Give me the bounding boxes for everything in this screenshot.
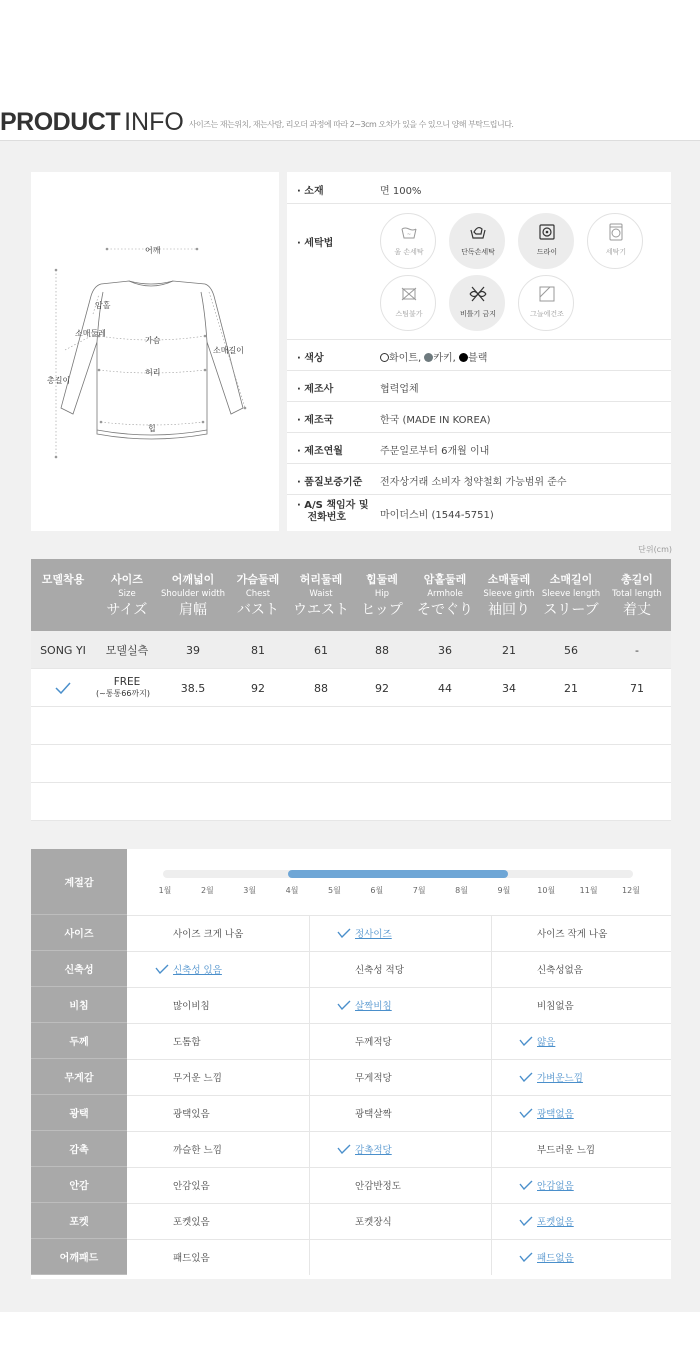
check-icon (337, 1000, 351, 1010)
size-col-ko: 어깨넓이 (171, 573, 215, 586)
row-divider (127, 1023, 671, 1024)
wash-dry (518, 213, 574, 269)
feel-option-selected: 얇음 (537, 1037, 556, 1048)
unit-label: 단위(cm) (638, 545, 672, 554)
size-col-jp: 肩幅 (179, 602, 207, 618)
check-icon (337, 928, 351, 938)
season-month: 3월 (243, 886, 257, 895)
product-info-table (287, 172, 671, 531)
size-cell: 모델실측 (105, 644, 149, 657)
size-col-jp: スリーブ (543, 602, 599, 618)
size-table (31, 559, 671, 821)
check-icon (519, 1180, 533, 1190)
feel-option (337, 987, 392, 1023)
wash-machine (587, 213, 643, 269)
swatch-white (380, 353, 389, 362)
material-value: 면 100% (380, 186, 422, 197)
quality-label: 품질보증기준 (304, 477, 363, 488)
label-chest: 가슴 (145, 336, 161, 345)
size-col-header (31, 571, 95, 589)
size-col-ko: 힙둘레 (366, 573, 398, 586)
wash-shade-dry (518, 275, 574, 331)
feel-option (519, 1203, 574, 1239)
info-row-country: · 제조국 한국 (MADE IN KOREA) (287, 402, 671, 433)
size-col-ko: 모델착용 (41, 573, 85, 586)
size-col-ko: 사이즈 (111, 573, 143, 586)
feel-option-selected: 정사이즈 (355, 929, 392, 940)
size-cell: 21 (502, 643, 516, 657)
col-divider (491, 915, 492, 1275)
check-icon (55, 682, 71, 694)
feel-option: 포켓있음 (173, 1217, 210, 1228)
size-cell (87, 669, 167, 707)
info-row-date: · 제조연월 주문일로부터 6개월 이내 (287, 433, 671, 464)
size-cell: 71 (630, 681, 644, 695)
color-label: 색상 (304, 353, 324, 364)
color-value: 화이트, 카키, 블랙 (380, 349, 487, 364)
info-row-material: · 소재 면 100% (287, 172, 671, 204)
feel-option: 광택있음 (173, 1109, 210, 1120)
size-col-header (227, 571, 289, 619)
manufacturer-label: 제조사 (304, 384, 334, 395)
feel-option: 신축성 적당 (355, 965, 404, 976)
wash-no-wring (449, 275, 505, 331)
size-cell: 34 (502, 681, 516, 695)
season-month: 2월 (200, 886, 214, 895)
season-bar (288, 870, 508, 878)
info-row-color: · 색상 화이트, 카키, 블랙 (287, 340, 671, 371)
size-col-jp: そでぐり (417, 602, 473, 618)
washing-label: 세탁법 (304, 238, 334, 249)
info-row-as: · A/S 책임자 및 전화번호 마이더스비 (1544-5751) (297, 500, 494, 523)
swatch-khaki (424, 353, 433, 362)
wash-label-6: 그늘에건조 (530, 310, 564, 318)
wash-label-0: 울 손세탁 (394, 248, 424, 256)
label-sleeve-length: 소매길이 (213, 346, 244, 355)
size-col-header (479, 571, 539, 619)
size-col-jp: ウエスト (293, 602, 349, 618)
feel-option: 많이비침 (173, 1001, 210, 1012)
size-col-ko: 소매둘레 (487, 573, 531, 586)
feel-option (155, 951, 222, 987)
size-col-en: Sleeve length (541, 589, 601, 599)
size-col-en: Shoulder width (161, 589, 225, 599)
free-size: FREE (113, 676, 141, 688)
size-cell: 39 (186, 643, 200, 657)
size-col-en: Size (118, 589, 136, 599)
feel-option: 부드러운 느낌 (537, 1145, 596, 1156)
date-value: 주문일로부터 6개월 이내 (380, 446, 490, 457)
feel-option (519, 1167, 574, 1203)
size-col-header (289, 571, 353, 619)
size-cell: 61 (314, 643, 328, 657)
size-col-jp: サイズ (106, 602, 148, 618)
country-label: 제조국 (304, 415, 334, 426)
feel-label: 신축성 (31, 951, 127, 987)
size-col-header (95, 571, 159, 619)
table-row (31, 745, 671, 783)
no-wring-icon (469, 285, 487, 303)
feel-option (519, 1023, 555, 1059)
feel-label: 사이즈 (31, 915, 127, 951)
size-cell: 21 (564, 681, 578, 695)
feel-option-selected: 살짝비침 (355, 1001, 392, 1012)
country-value: 한국 (MADE IN KOREA) (380, 415, 491, 426)
table-row (31, 707, 671, 745)
size-col-ko: 소매길이 (549, 573, 593, 586)
wash-label-4: 스팀불가 (395, 310, 423, 318)
size-table-header (31, 559, 671, 631)
size-cell: 36 (438, 643, 452, 657)
table-row (31, 783, 671, 821)
check-icon (519, 1072, 533, 1082)
no-steam-icon (400, 285, 418, 303)
size-cell: 38.5 (180, 681, 206, 695)
free-size-note: (~통통66까지) (95, 689, 151, 698)
feel-label-season: 계절감 (31, 849, 127, 915)
table-row (31, 631, 671, 669)
wash-label-2: 드라이 (536, 248, 558, 256)
as-value: 마이더스비 (1544-5751) (380, 510, 494, 521)
feel-label: 안감 (31, 1167, 127, 1203)
check-icon (519, 1252, 533, 1262)
hand-wash-icon (400, 223, 418, 241)
wash-hand-single (449, 213, 505, 269)
size-col-en: Sleeve girth (483, 589, 535, 599)
size-cell: 88 (314, 681, 328, 695)
feel-option (519, 1239, 574, 1275)
label-sleeve-girth: 소매둘레 (75, 329, 106, 338)
size-col-en: Hip (374, 589, 390, 599)
size-cell: 92 (251, 681, 265, 695)
svg-text:~: ~ (406, 232, 412, 238)
feel-label: 어깨패드 (31, 1239, 127, 1275)
season-month: 5월 (328, 886, 341, 895)
feel-option: 포켓장식 (355, 1217, 392, 1228)
garment-illustration (31, 172, 279, 531)
size-cell: 81 (251, 643, 265, 657)
feel-option: 비침없음 (537, 1001, 574, 1012)
feel-option: 사이즈 작게 나옴 (537, 929, 608, 940)
color-white: 화이트 (389, 353, 418, 364)
check-icon (155, 964, 169, 974)
color-khaki: 카키 (433, 353, 453, 364)
feel-option (337, 1131, 392, 1167)
feel-option: 무게적당 (355, 1073, 392, 1084)
size-col-ko: 가슴둘레 (236, 573, 280, 586)
info-row-washing: · 세탁법 ~ 울 손세탁 단독손세탁 드라이 세탁기 스팀불가 비틀기 금지 그늘에건조 (287, 204, 671, 340)
wash-label-3: 세탁기 (605, 248, 627, 256)
season-month: 4월 (285, 886, 299, 895)
feel-option-selected: 패드없음 (537, 1253, 574, 1264)
size-cell: 44 (438, 681, 452, 695)
season-month: 10월 (537, 886, 556, 895)
info-row-manufacturer: · 제조사 협력업체 (287, 371, 671, 402)
season-month: 8월 (455, 886, 468, 895)
header-title-bold: PRODUCT (0, 108, 121, 136)
size-col-jp: バスト (237, 602, 279, 618)
feel-label: 포켓 (31, 1203, 127, 1239)
date-label: 제조연월 (304, 446, 343, 457)
col-divider (309, 915, 310, 1275)
size-col-jp: 袖回り (488, 602, 530, 618)
dry-clean-icon (538, 223, 556, 241)
season-month: 7월 (412, 886, 426, 895)
header-title-light: INFO (124, 108, 184, 136)
feel-label: 광택 (31, 1095, 127, 1131)
size-cell: 88 (375, 643, 389, 657)
table-row (31, 669, 671, 707)
manufacturer-value: 협력업체 (380, 384, 419, 395)
size-col-jp: ヒップ (361, 602, 403, 618)
label-waist: 허리 (145, 368, 161, 377)
feel-option (519, 1095, 574, 1131)
feel-option: 패드있음 (173, 1253, 210, 1264)
feel-option (337, 915, 392, 951)
feel-option (519, 1059, 583, 1095)
size-col-header (411, 571, 479, 619)
season-month: 11월 (579, 886, 598, 895)
season-month: 9월 (497, 886, 511, 895)
season-month: 1월 (158, 886, 172, 895)
feel-option: 무거운 느낌 (173, 1073, 222, 1084)
feel-option: 사이즈 크게 나옴 (173, 929, 244, 940)
feel-label: 감촉 (31, 1131, 127, 1167)
washing-machine-icon (607, 223, 625, 241)
size-cell: - (635, 643, 639, 657)
label-hip: 힙 (148, 424, 156, 433)
hand-wash-only-icon (469, 223, 487, 241)
size-col-ko: 허리둘레 (299, 573, 343, 586)
as-label-2: 전화번호 (307, 512, 347, 523)
label-shoulder: 어깨 (145, 246, 161, 255)
wash-hand-wool (380, 213, 436, 269)
size-col-header (159, 571, 227, 619)
size-col-jp: 着丈 (623, 602, 651, 618)
as-label-1: A/S 책임자 및 (304, 500, 369, 511)
feel-option-selected: 감촉적당 (355, 1145, 392, 1156)
label-total-length: 총길이 (47, 376, 71, 385)
info-row-quality: · 품질보증기준 전자상거래 소비자 청약철회 가능범위 준수 (287, 464, 671, 495)
feel-option-selected: 안감없음 (537, 1181, 574, 1192)
size-col-en: Total length (612, 589, 662, 599)
feel-option: 까슬한 느낌 (173, 1145, 222, 1156)
feel-option: 신축성없음 (537, 965, 583, 976)
feel-option: 광택살짝 (355, 1109, 392, 1120)
feel-table (31, 849, 671, 1279)
size-col-ko: 총길이 (621, 573, 653, 586)
shade-dry-icon (538, 285, 556, 303)
size-col-header (353, 571, 411, 619)
season-month: 6월 (370, 886, 384, 895)
size-col-header (539, 571, 603, 619)
quality-value: 전자상거래 소비자 청약철회 가능범위 준수 (380, 477, 567, 488)
feel-option: 안감있음 (173, 1181, 210, 1192)
swatch-black (459, 353, 468, 362)
feel-option-selected: 신축성 있음 (173, 965, 222, 976)
wash-label-1: 단독손세탁 (461, 248, 495, 256)
wash-label-5: 비틀기 금지 (459, 310, 497, 318)
label-armhole: 암홀 (95, 301, 111, 310)
size-col-en: Waist (309, 589, 333, 599)
size-cell (31, 669, 95, 707)
feel-label: 무게감 (31, 1059, 127, 1095)
size-col-en: Armhole (427, 589, 463, 599)
feel-option-selected: 가벼운느낌 (537, 1073, 583, 1084)
feel-label: 비침 (31, 987, 127, 1023)
size-cell: SONG YI (40, 643, 86, 657)
color-black: 블랙 (468, 353, 488, 364)
material-label: 소재 (304, 186, 324, 197)
wash-no-steam (380, 275, 436, 331)
size-col-ko: 암홀둘레 (423, 573, 467, 586)
feel-option: 두께적당 (355, 1037, 392, 1048)
size-cell: 92 (375, 681, 389, 695)
feel-option-selected: 광택없음 (537, 1109, 574, 1120)
season-month: 12월 (622, 886, 640, 895)
product-info-header (0, 108, 700, 138)
size-col-en: Chest (245, 589, 271, 599)
size-cell: 56 (564, 643, 578, 657)
check-icon (519, 1108, 533, 1118)
feel-option: 안감반정도 (355, 1181, 401, 1192)
check-icon (519, 1216, 533, 1226)
check-icon (519, 1036, 533, 1046)
feel-option-selected: 포켓없음 (537, 1217, 574, 1228)
header-subtitle: 사이즈는 재는위치, 재는사람, 리오더 과정에 따라 2~3cm 오차가 있을 수 있으니 양해 부탁드립니다. (188, 120, 514, 129)
feel-option: 도톰함 (173, 1037, 201, 1048)
check-icon (337, 1144, 351, 1154)
size-col-header (603, 571, 671, 619)
feel-label: 두께 (31, 1023, 127, 1059)
